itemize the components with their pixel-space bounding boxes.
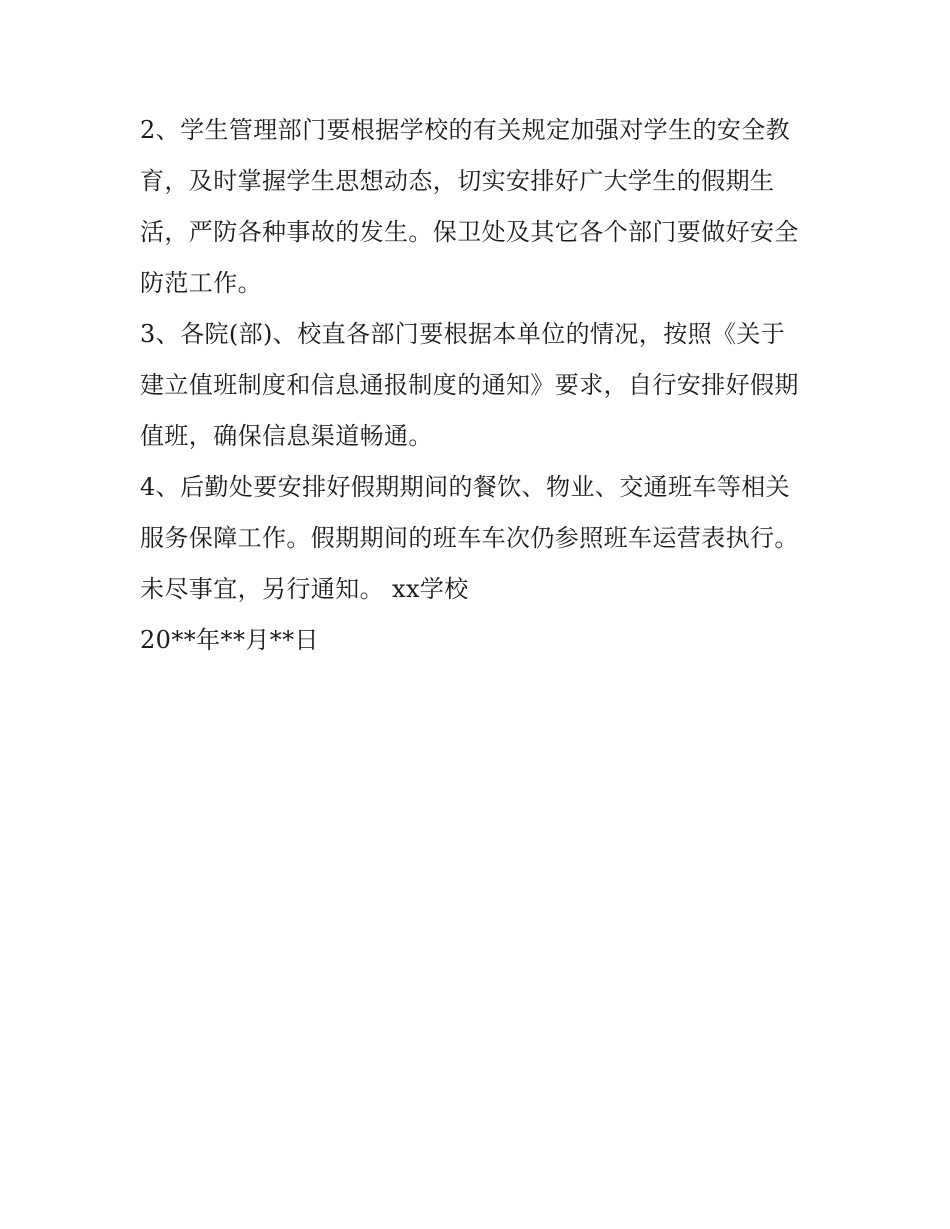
date-line: 20**年**月**日: [140, 626, 319, 654]
closing-and-signature: 未尽事宜，另行通知。 xx学校: [140, 575, 469, 603]
item-2-line-4: 防范工作。: [140, 269, 262, 297]
item-2-line-1: 2、学生管理部门要根据学校的有关规定加强对学生的安全教: [140, 116, 791, 144]
item-2-line-2: 育，及时掌握学生思想动态，切实安排好广大学生的假期生: [140, 167, 775, 195]
item-4-line-2: 服务保障工作。假期期间的班车车次仍参照班车运营表执行。: [140, 524, 799, 552]
item-3-line-1: 3、各院(部)、校直各部门要根据本单位的情况，按照《关于: [140, 320, 786, 348]
document-body: [140, 105, 820, 666]
item-3-line-3: 值班，确保信息渠道畅通。: [140, 422, 433, 450]
item-4-line-1: 4、后勤处要安排好假期期间的餐饮、物业、交通班车等相关: [140, 473, 791, 501]
item-3-line-2: 建立值班制度和信息通报制度的通知》要求，自行安排好假期: [140, 371, 799, 399]
item-2-line-3: 活，严防各种事故的发生。保卫处及其它各个部门要做好安全: [140, 218, 799, 246]
